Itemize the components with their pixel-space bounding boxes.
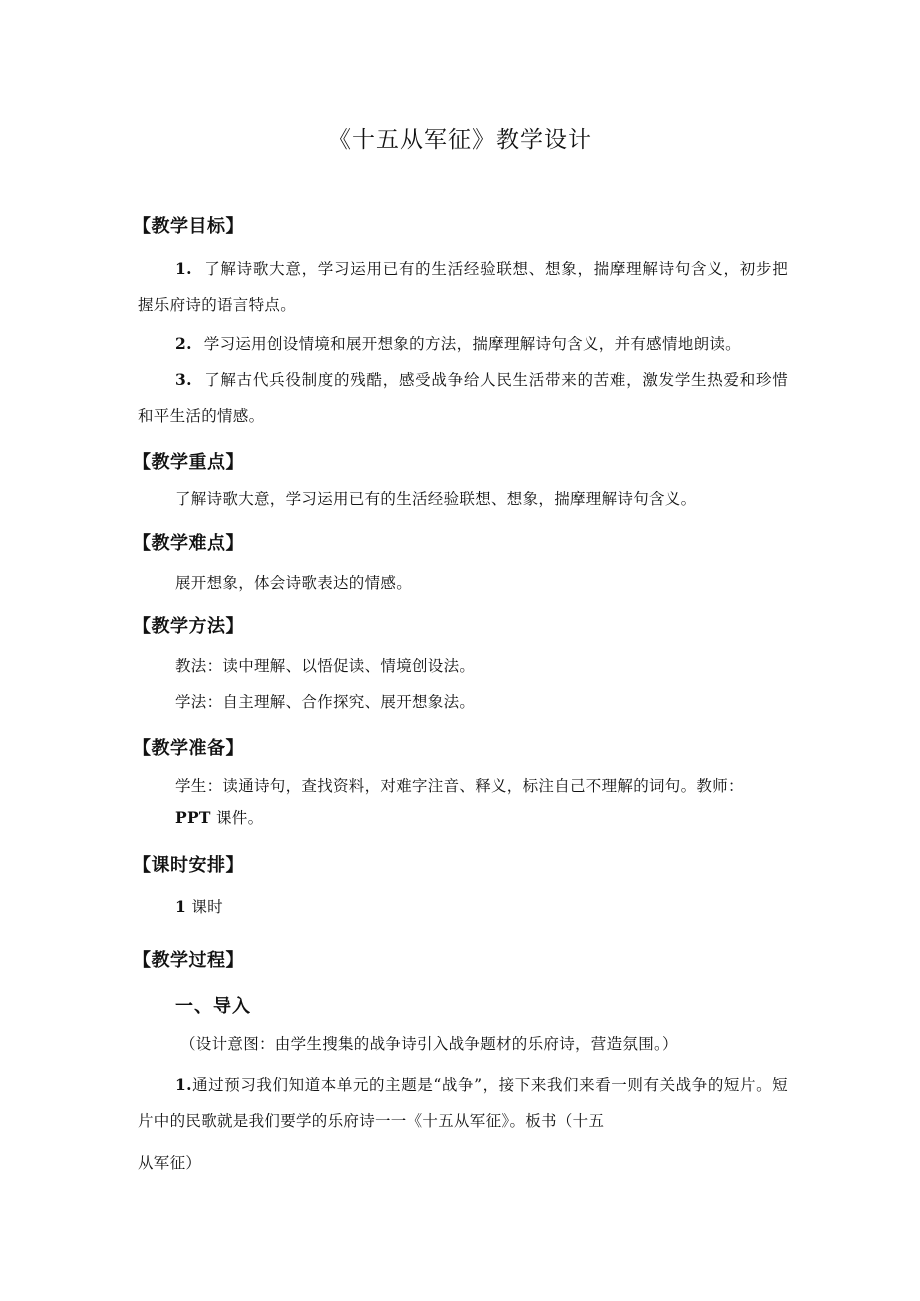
objective-item-3 [138,362,788,434]
schedule-unit: 课时 [186,898,223,916]
heading-difficulties: 【教学难点】 [133,533,244,554]
heading-preparation: 【教学准备】 [133,738,244,759]
objective-item-2 [138,326,788,362]
teaching-method-text: 教法：读中理解、以悟促读、情境创设法。 [175,657,476,675]
objective-item-1 [138,251,788,323]
heading-objectives: 【教学目标】 [133,216,244,237]
objective-number: 3. [175,370,192,389]
objective-text: 了解古代兵役制度的残酷，感受战争给人民生活带来的苦难，激发学生热爱和珍惜和平生活的情感。 [138,371,788,425]
ppt-rest: 课件。 [210,809,264,827]
heading-key-points: 【教学重点】 [133,452,244,473]
document-title: 《十五从军征》教学设计 [328,127,592,153]
preparation-ppt [175,800,263,836]
subheading-introduction: 一、导入 [175,996,251,1017]
process-step-1 [138,1067,788,1139]
heading-methods: 【教学方法】 [133,616,244,637]
learning-method-text: 学法：自主理解、合作探究、展开想象法。 [175,693,476,711]
step-number: 1. [175,1075,192,1094]
heading-schedule: 【课时安排】 [133,855,244,876]
heading-process: 【教学过程】 [133,950,244,971]
preparation-text: 学生：读通诗句，查找资料，对难字注音、释义，标注自己不理解的词句。教师： [175,777,744,795]
objective-text: 了解诗歌大意，学习运用已有的生活经验联想、想象，揣摩理解诗句含义，初步把握乐府诗的语言特点。 [138,260,788,314]
step-text: 通过预习我们知道本单元的主题是“战争”，接下来我们来看一则有关战争的短片。短片中的民歌就是我们要学的乐府诗一一《十五从军征》。板书（十五 [138,1076,788,1130]
ppt-label: PPT [175,808,211,827]
difficulties-text: 展开想象，体会诗歌表达的情感。 [175,574,413,592]
objective-number: 2. [175,334,192,353]
schedule-number: 1 [175,897,187,916]
schedule-text [175,889,223,925]
objective-number: 1. [175,259,192,278]
objective-text: 学习运用创设情境和展开想象的方法，揣摩理解诗句含义，并有感情地朗读。 [203,335,741,353]
design-intent-text: （设计意图：由学生搜集的战争诗引入战争题材的乐府诗，营造氛围。） [180,1035,678,1053]
key-points-text: 了解诗歌大意，学习运用已有的生活经验联想、想象，揣摩理解诗句含义。 [175,490,697,508]
process-step-1-tail: 从军征） [138,1154,202,1172]
